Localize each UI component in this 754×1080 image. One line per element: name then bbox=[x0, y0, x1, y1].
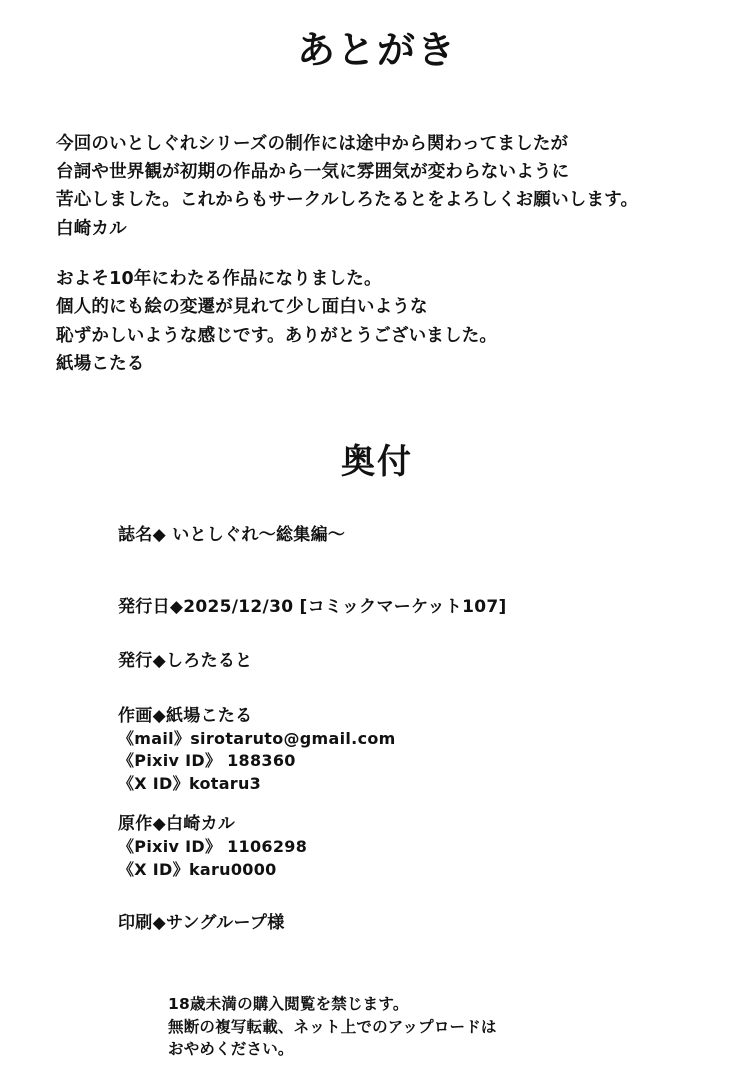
colophon-original-x-id: 《X ID》karu0000 bbox=[118, 859, 277, 879]
afterword-author-2: 紙場こたる bbox=[56, 354, 145, 374]
colophon-block bbox=[0, 483, 754, 935]
spacer bbox=[0, 547, 754, 595]
afterword2-line-3: 恥ずかしいような感じです。ありがとうございました。 bbox=[56, 325, 498, 346]
colophon-artist: 作画◆紙場こたる bbox=[118, 705, 253, 726]
notice-line-2: 無断の複写転載、ネット上でのアップロードは bbox=[168, 1017, 497, 1036]
colophon-release-date: 発行日◆2025/12/30 [コミックマーケット107] bbox=[118, 597, 507, 618]
afterword2-line-2: 個人的にも絵の変遷が見れて少し面白いような bbox=[56, 297, 428, 318]
age-notice bbox=[0, 935, 754, 1060]
colophon-heading: 奥付 bbox=[341, 442, 413, 483]
notice-line-3: おやめください。 bbox=[168, 1040, 294, 1059]
afterword-heading: あとがき bbox=[296, 28, 457, 72]
notice-line-1: 18歳未満の購入閲覧を禁じます。 bbox=[168, 995, 409, 1014]
colophon-original-pixiv-id: 《Pixiv ID》 1106298 bbox=[118, 836, 308, 856]
afterword-line-3: 苦心しました。これからもサークルしろたるとをよろしくお願いします。 bbox=[56, 190, 639, 211]
colophon-artist-mail: 《mail》sirotaruto@gmail.com bbox=[118, 728, 396, 748]
afterword-line-2: 台詞や世界観が初期の作品から一気に雰囲気が変わらないように bbox=[56, 161, 570, 182]
spacer bbox=[56, 243, 754, 265]
afterword-body bbox=[0, 74, 754, 379]
afterword-line-1: 今回のいとしぐれシリーズの制作には途中から関わってましたが bbox=[56, 133, 569, 154]
colophon-printer: 印刷◆サングループ様 bbox=[118, 913, 285, 934]
colophon-artist-pixiv-id: 《Pixiv ID》 188360 bbox=[118, 751, 296, 771]
spacer bbox=[0, 881, 754, 911]
colophon-publisher: 発行◆しろたると bbox=[118, 651, 253, 672]
spacer bbox=[0, 619, 754, 649]
colophon-artist-x-id: 《X ID》kotaru3 bbox=[118, 774, 262, 794]
spacer bbox=[0, 796, 754, 812]
colophon-original-author: 原作◆白崎カル bbox=[118, 813, 236, 834]
afterword-author-1: 白崎カル bbox=[56, 218, 127, 239]
colophon-title-line: 誌名◆ いとしぐれ〜総集編〜 bbox=[118, 525, 346, 546]
spacer bbox=[0, 674, 754, 704]
afterword2-line-1: およそ10年にわたる作品になりました。 bbox=[56, 268, 382, 289]
